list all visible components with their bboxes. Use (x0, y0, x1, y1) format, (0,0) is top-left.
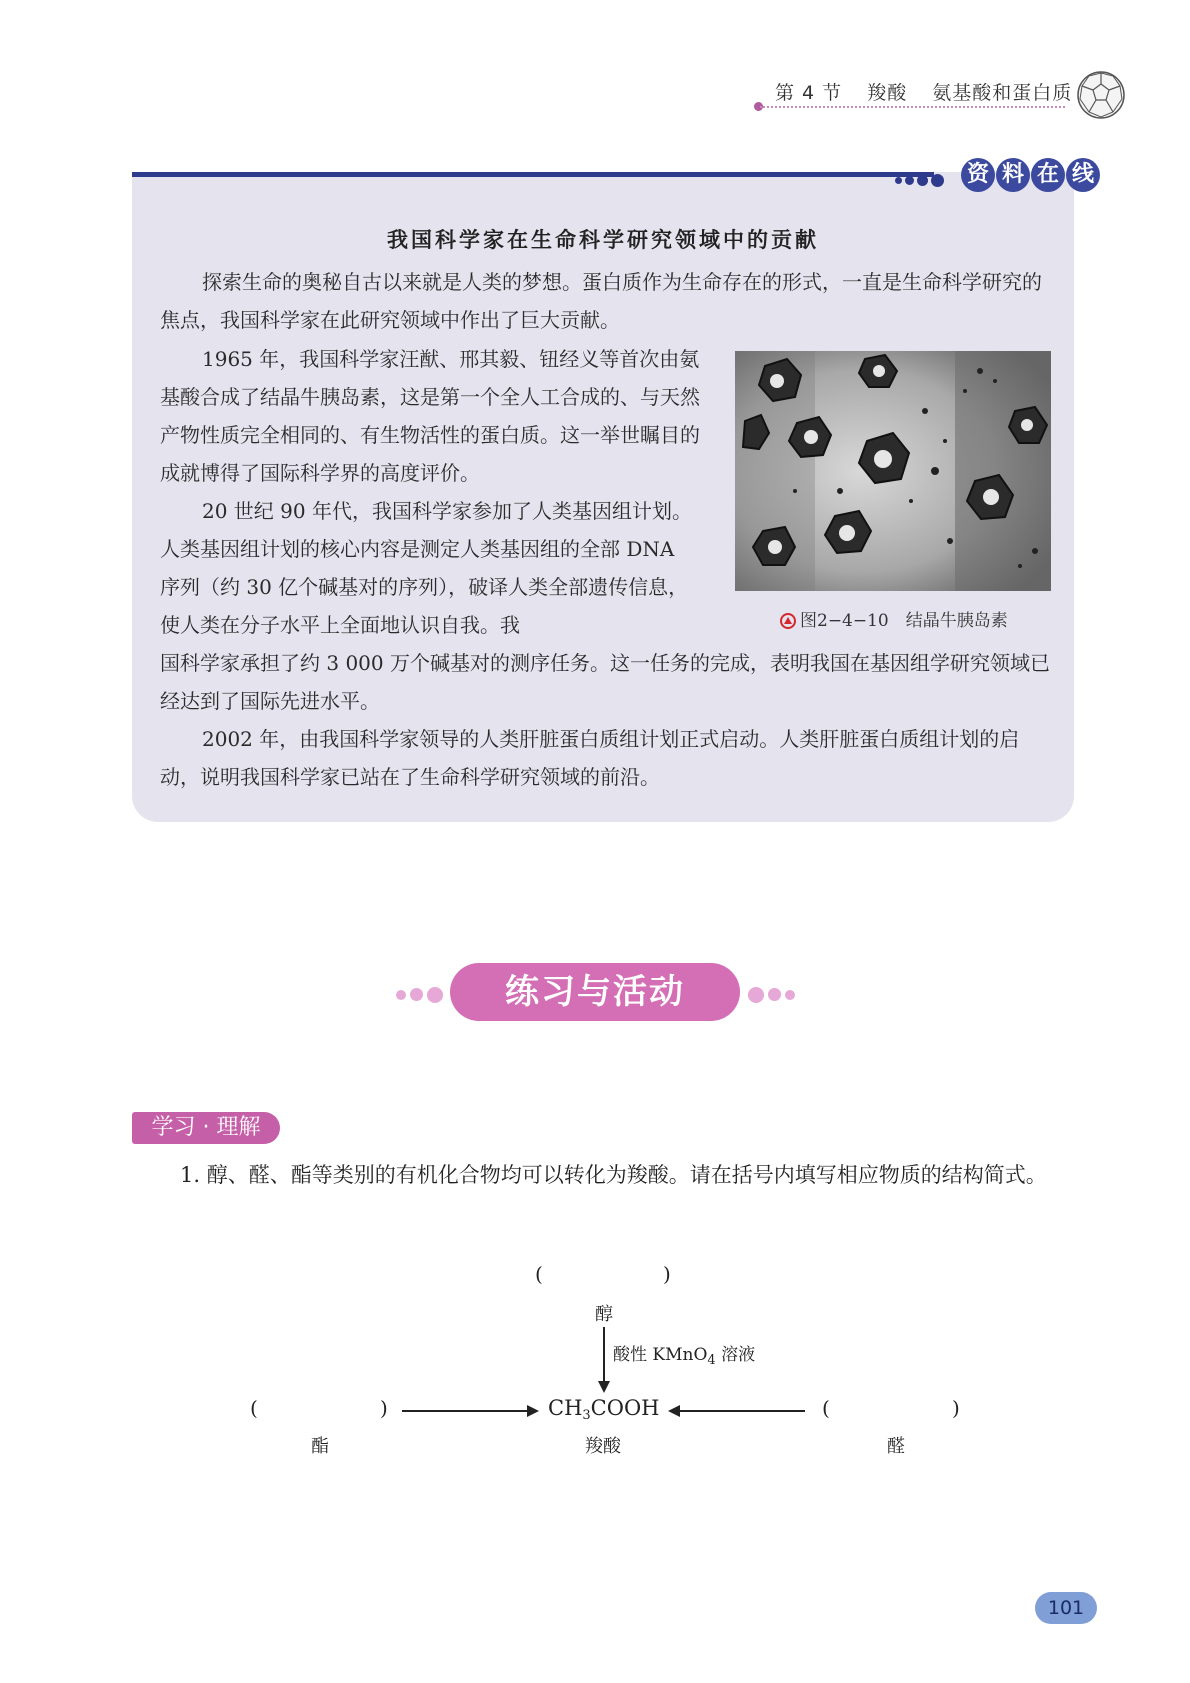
section-number: 第 4 节 (775, 82, 843, 104)
header-dotted-line (760, 106, 1065, 108)
info-paragraph-3: 20 世纪 90 年代，我国科学家参加了人类基因组计划。人类基因组计划的核心内容是测定人类基因组的全部 DNA 序列（约 30 亿个碱基对的序列），破译人类全部遗传信息，使人类在分子水平上全面地认识自我。我 (160, 499, 692, 637)
right-arrow (402, 1410, 537, 1412)
tag-char-4: 线 (1066, 158, 1100, 192)
info-paragraph-3-continued: 国科学家承担了约 3 000 万个碱基对的测序任务。这一任务的完成，表明我国在基因组学研究领域已经达到了国际先进水平。 (160, 651, 1050, 713)
left-arrow (670, 1410, 805, 1412)
tag-char-3: 在 (1031, 158, 1065, 192)
figure-caption-text: 图2−4−10 结晶牛胰岛素 (800, 611, 1008, 631)
carboxylic-acid-label: 羧酸 (585, 1436, 621, 1457)
info-paragraph-2: 1965 年，我国科学家汪猷、邢其毅、钮经义等首次由氨基酸合成了结晶牛胰岛素，这是第一个全人工合成的、与天然产物性质完全相同的、有生物活性的蛋白质。这一举世瞩目的成就博得了国际科学界的高度评价。 (160, 347, 700, 485)
aldehyde-label: 醛 (887, 1436, 905, 1457)
down-arrow (603, 1327, 605, 1391)
info-paragraph-4: 2002 年，由我国科学家领导的人类肝脏蛋白质组计划正式启动。人类肝脏蛋白质组计划的启动，说明我国科学家已站在了生命科学研究领域的前沿。 (160, 727, 1020, 789)
running-header (775, 78, 1072, 105)
section-title-carboxylic-acid: 羧酸 (867, 82, 908, 104)
section-tag: 学习 · 理解 (132, 1112, 280, 1144)
info-box-title: 我国科学家在生命科学研究领域中的贡献 (387, 227, 819, 252)
ester-paren-open: ( (250, 1396, 258, 1420)
aldehyde-paren-open: ( (822, 1396, 830, 1420)
aldehyde-paren-close: ) (952, 1396, 960, 1420)
ester-label: 酯 (311, 1436, 329, 1457)
figure-marker-icon (780, 613, 796, 629)
alcohol-paren-close: ) (663, 1262, 671, 1286)
tag-char-2: 料 (996, 158, 1030, 192)
info-box-top-rule (132, 172, 934, 177)
question-1: 1. 醇、醛、酯等类别的有机化合物均可以转化为羧酸。请在括号内填写相应物质的结构简式。 (180, 1163, 1047, 1187)
exercise-banner: 练习与活动 (450, 963, 740, 1021)
ester-paren-close: ) (380, 1396, 388, 1420)
banner-dots-left (396, 984, 447, 1003)
tag-char-1: 资 (961, 158, 995, 192)
acetic-acid-formula: $CH_3COOH$ (548, 1396, 660, 1423)
alcohol-paren-open: ( (535, 1262, 543, 1286)
reagent-label: 酸性 KMnO$_4$ 溶液 (613, 1345, 756, 1368)
banner-dots-right (748, 984, 799, 1003)
fullerene-icon (1076, 70, 1126, 120)
tag-dots (895, 170, 947, 189)
alcohol-label: 醇 (595, 1304, 613, 1325)
insulin-crystal-photo (735, 351, 1051, 591)
section-title-amino-acid: 氨基酸和蛋白质 (932, 82, 1073, 104)
page-number: 101 (1035, 1592, 1097, 1624)
figure-caption (780, 606, 1008, 631)
info-paragraph-1: 探索生命的奥秘自古以来就是人类的梦想。蛋白质作为生命存在的形式，一直是生命科学研究的焦点，我国科学家在此研究领域中作出了巨大贡献。 (160, 270, 1042, 332)
